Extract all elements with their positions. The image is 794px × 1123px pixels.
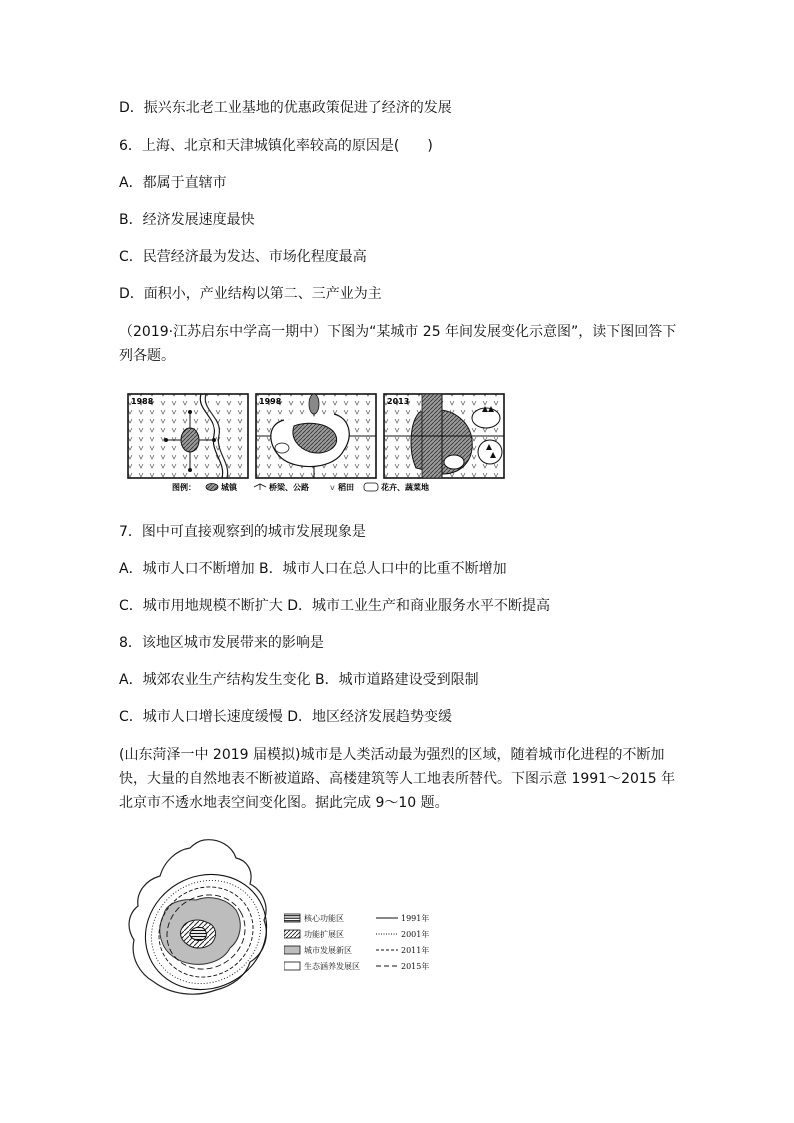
q8-options-cd: C．城市人口增长速度缓慢 D．地区经济发展趋势变缓 (119, 709, 453, 725)
year-label-2013: 2013 (387, 397, 410, 406)
q5-option-d: D．振兴东北老工业基地的优惠政策促进了经济的发展 (119, 100, 452, 116)
map-panel-1988 (128, 394, 248, 478)
legend-garden: 花卉、蔬菜地 (381, 483, 429, 492)
q7-options-cd: C．城市用地规模不断扩大 D．城市工业生产和商业服务水平不断提高 (119, 598, 551, 614)
legend-town: 城镇 (221, 483, 237, 492)
year-label-1998: 1998 (259, 397, 282, 406)
figure1-legend (172, 482, 429, 492)
zone-development: 城市发展新区 (304, 946, 352, 955)
q8-options-ab: A．城郊农业生产结构发生变化 B．城市道路建设受到限制 (119, 672, 479, 688)
expansion-zone-swatch-icon (284, 930, 300, 938)
q6-option-a: A．都属于直辖市 (119, 175, 227, 191)
question-7: 7．图中可直接观察到的城市发展现象是 (119, 524, 366, 540)
zone-expansion: 功能扩展区 (304, 930, 344, 939)
legend-road: 桥梁、公路 (269, 483, 309, 492)
q6-option-b: B．经济发展速度最快 (119, 212, 255, 228)
figure2-legend (284, 912, 444, 976)
garden-swatch-icon (364, 483, 378, 491)
core-zone-swatch-icon (284, 914, 300, 922)
intro-paragraph-1: （2019·江苏启东中学高一期中）下图为“某城市 25 年间发展变化示意图”，读下图回答下列各题。 (119, 324, 677, 364)
beijing-impervious-map (124, 836, 294, 1002)
year-2011: 2011年 (401, 946, 430, 955)
year-label-1988: 1988 (131, 397, 154, 406)
q6-option-d: D．面积小，产业结构以第二、三产业为主 (119, 286, 382, 302)
year-2015: 2015年 (401, 962, 430, 971)
city-development-figure (126, 390, 546, 494)
zone-core: 核心功能区 (304, 914, 344, 923)
question-6: 6．上海、北京和天津城镇化率较高的原因是( ) (119, 138, 433, 154)
map-panel-1998 (256, 394, 376, 478)
legend-paddy: 稻田 (338, 483, 354, 492)
map-panel-2013 (384, 394, 504, 478)
year-2001: 2001年 (401, 930, 430, 939)
road-swatch-icon (254, 484, 266, 490)
intro-paragraph-2: (山东菏泽一中 2019 届模拟)城市是人类活动最为强烈的区域，随着城市化进程的不断加快，大量的自然地表不断被道路、高楼建筑等人工地表所替代。下图示意 1991～2015 年北京市不透水地表空间变化图。据此完成 9～10 题。 (119, 747, 676, 811)
zone-ecological: 生态涵养发展区 (304, 962, 360, 971)
question-8: 8．该地区城市发展带来的影响是 (119, 635, 324, 651)
q7-options-ab: A．城市人口不断增加 B．城市人口在总人口中的比重不断增加 (119, 561, 507, 577)
development-zone-swatch-icon (284, 946, 300, 954)
legend-title: 图例： (172, 483, 196, 492)
q6-option-c: C．民营经济最为发达、市场化程度最高 (119, 249, 367, 265)
paddy-swatch-icon: v (330, 483, 335, 492)
year-1991: 1991年 (401, 914, 430, 923)
town-swatch-icon (206, 484, 218, 491)
ecological-zone-swatch-icon (284, 962, 300, 970)
